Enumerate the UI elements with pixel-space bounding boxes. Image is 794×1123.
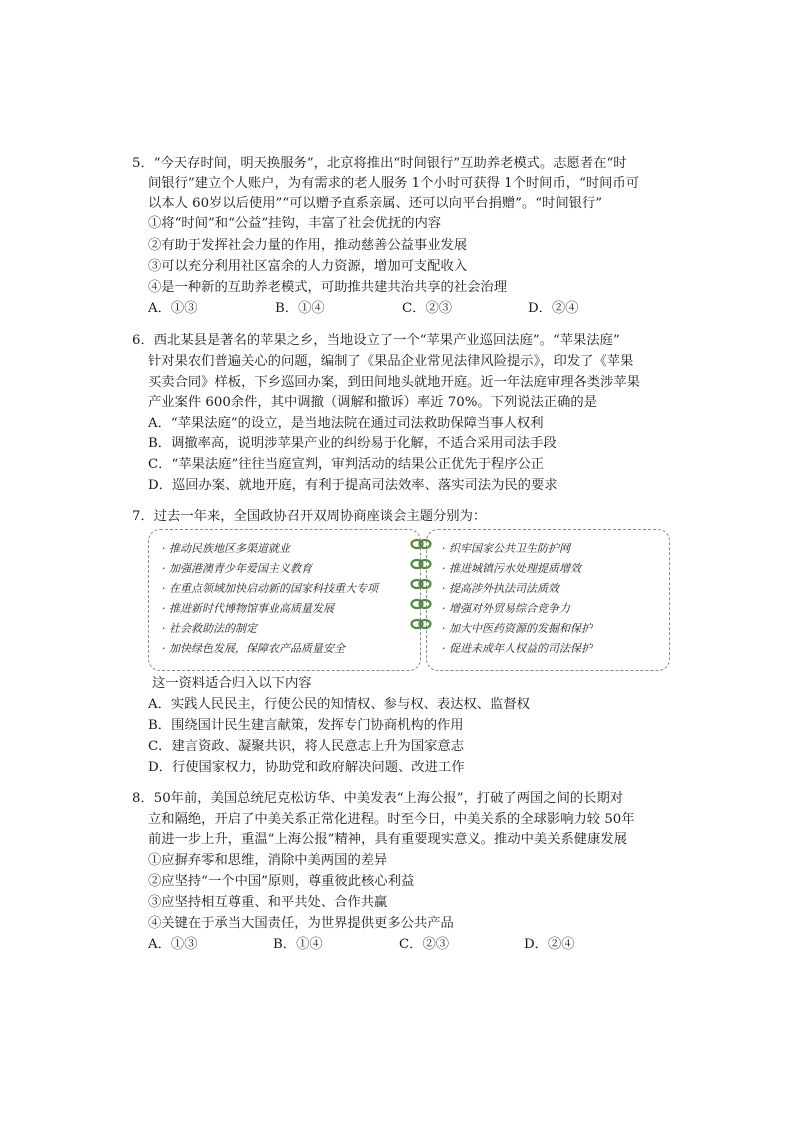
q5-stem-line-1: 5．“今天存时间，明天换服务”，北京将推出“时间银行”互助养老模式。志愿者在“时 (132, 156, 627, 171)
q7-option-a[interactable]: A．实践人民民主，行使公民的知情权、参与权、表达权、监督权 (148, 697, 530, 712)
q8-stem-line-3: 前进一步上升，重温“上海公报”精神，具有重要现实意义。推动中美关系健康发展 (148, 832, 627, 847)
chain-link-icon (410, 597, 432, 611)
q6-stem-line-4: 产业案件 600余件，其中调撤（调解和撤诉）率近 70%。下列说法正确的是 (148, 395, 597, 410)
q7-right-topic-6: · 促进未成年人权益的司法保护 (442, 642, 592, 655)
q5-option-d[interactable]: D．②④ (528, 301, 579, 316)
q8-option-d[interactable]: D．②④ (524, 937, 575, 952)
q8-stem-line-1: 8．50年前，美国总统尼克松访华、中美发表“上海公报”，打破了两国之间的长期对 (132, 791, 624, 806)
q7-stem: 7．过去一年来，全国政协召开双周协商座谈会主题分别为： (132, 509, 487, 524)
q7-option-d[interactable]: D．行使国家权力，协助党和政府解决问题、改进工作 (148, 760, 465, 775)
q7-option-b[interactable]: B．围绕国计民生建言献策，发挥专门协商机构的作用 (148, 718, 464, 733)
q8-stem-line-2: 立和隔绝，开启了中美关系正常化进程。时至今日，中美关系的全球影响力较 50年 (148, 812, 635, 827)
q7-option-c[interactable]: C．建言资政、凝聚共识，将人民意志上升为国家意志 (148, 739, 465, 754)
q8-option-a[interactable]: A．①③ (148, 937, 198, 952)
q5-statement-2: ②有助于发挥社会力量的作用，推动慈善公益事业发展 (148, 238, 468, 253)
q7-right-topic-4: · 增强对外贸易综合竞争力 (442, 602, 570, 615)
chain-link-icon (410, 577, 432, 591)
q5-option-a[interactable]: A．①③ (148, 301, 198, 316)
q6-stem-line-3: 买卖合同》样板，下乡巡回办案，到田间地头就地开庭。近一年法庭审理各类涉苹果 (148, 375, 640, 390)
chain-link-icon (410, 537, 432, 551)
q5-stem-line-3: 以本人 60岁以后使用”“可以赠予直系亲属、还可以向平台捐赠”。“时间银行” (148, 196, 603, 211)
q7-left-topic-6: · 加快绿色发展，保障农产品质量安全 (162, 642, 345, 655)
q7-question-line: 这一资料适合归入以下内容 (152, 676, 312, 691)
q7-right-topic-1: · 织牢国家公共卫生防护网 (442, 542, 570, 555)
q7-left-topic-5: · 社会救助法的制定 (162, 622, 257, 635)
q8-statement-1: ①应摒弃零和思维，消除中美两国的差异 (148, 853, 388, 868)
q5-statement-1: ①将“时间”和“公益”挂钩，丰富了社会优抚的内容 (148, 216, 442, 231)
q6-option-c[interactable]: C．“苹果法庭”往往当庭宣判，审判活动的结果公正优先于程序公正 (148, 457, 545, 472)
chain-link-icon (410, 617, 432, 631)
q7-left-topic-1: · 推动民族地区多渠道就业 (162, 542, 290, 555)
q8-option-b[interactable]: B．①④ (273, 937, 323, 952)
q6-stem-line-2: 针对果农们普遍关心的问题，编制了《果品企业常见法律风险提示》，印发了《苹果 (148, 354, 634, 369)
q8-options (148, 935, 628, 955)
q8-statement-2: ②应坚持“一个中国”原则，尊重彼此核心利益 (148, 874, 415, 889)
q8-statement-3: ③应坚持相互尊重、和平共处、合作共赢 (148, 895, 388, 910)
q8-option-c[interactable]: C．②③ (399, 937, 450, 952)
q7-left-topic-4: · 推进新时代博物馆事业高质量发展 (162, 602, 334, 615)
q7-left-topic-3: · 在重点领域加快启动新的国家科技重大专项 (162, 582, 378, 595)
q5-option-c[interactable]: C．②③ (402, 301, 453, 316)
q5-stem-line-2: 间银行”建立个人账户，为有需求的老人服务 1个小时可获得 1个时间币，“时间币可 (148, 176, 640, 191)
chain-link-icon (410, 557, 432, 571)
q8-statement-4: ④关键在于承当大国责任，为世界提供更多公共产品 (148, 916, 454, 931)
q6-option-a[interactable]: A．“苹果法庭”的设立，是当地法院在通过司法救助保障当事人权利 (148, 416, 544, 431)
q7-right-topic-3: · 提高涉外执法司法质效 (442, 582, 559, 595)
q5-statement-3: ③可以充分利用社区富余的人力资源，增加可支配收入 (148, 259, 468, 274)
q6-option-d[interactable]: D．巡回办案、就地开庭，有利于提高司法效率、落实司法为民的要求 (148, 478, 558, 493)
q7-right-topic-2: · 推进城镇污水处理提质增效 (442, 562, 581, 575)
q5-options (148, 299, 628, 319)
q5-option-b[interactable]: B．①④ (275, 301, 325, 316)
q6-option-b[interactable]: B．调撤率高，说明涉苹果产业的纠纷易于化解，不适合采用司法手段 (148, 436, 557, 451)
q7-right-topic-5: · 加大中医药资源的发掘和保护 (442, 622, 592, 635)
q5-statement-4: ④是一种新的互助养老模式，可助推共建共治共享的社会治理 (148, 280, 508, 295)
q7-left-topic-2: · 加强港澳青少年爱国主义教育 (162, 562, 312, 575)
q6-stem-line-1: 6．西北某县是著名的苹果之乡，当地设立了一个“苹果产业巡回法庭”。“苹果法庭” (132, 333, 620, 348)
